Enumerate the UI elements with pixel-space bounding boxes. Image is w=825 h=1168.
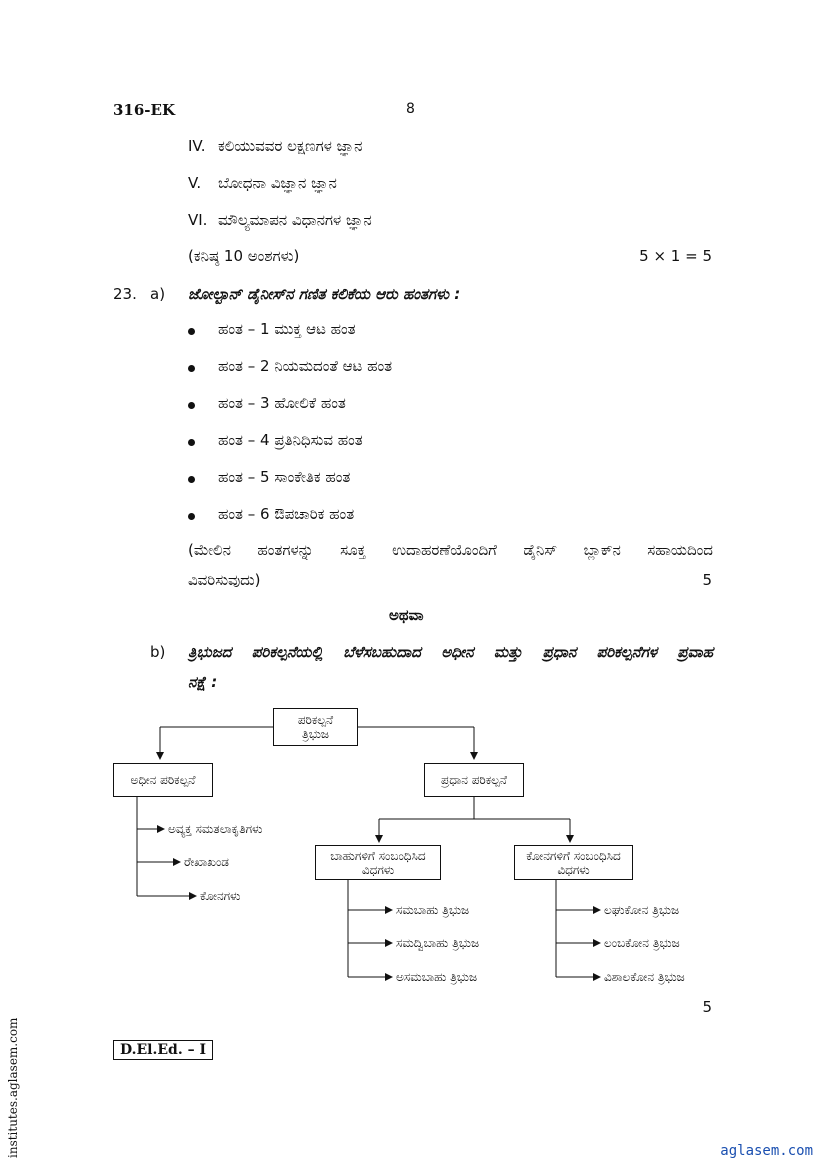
item-v-text: ಬೋಧನಾ ವಿಜ್ಞಾನ ಜ್ಞಾನ bbox=[218, 174, 337, 192]
min-points-note: (ಕನಿಷ್ಠ 10 ಅಂಶಗಳು) bbox=[188, 247, 300, 265]
sides-item-scalene: ಅಸಮಬಾಹು ತ್ರಿಭುಜ bbox=[396, 970, 478, 984]
stage-1: ಹಂತ – 1 ಮುಕ್ತ ಆಟ ಹಂತ bbox=[218, 320, 356, 338]
sides-item-equilateral: ಸಮಬಾಹು ತ್ರಿಭುಜ bbox=[396, 903, 470, 917]
marks-part-b: 5 bbox=[702, 998, 712, 1016]
part-a-label: a) bbox=[150, 285, 166, 303]
explain-line-2: ವಿವರಿಸುವುದು) bbox=[188, 571, 261, 589]
item-vi-text: ಮೌಲ್ಯಮಾಪನ ವಿಧಾನಗಳ ಜ್ಞಾನ bbox=[218, 211, 372, 229]
part-b-label: b) bbox=[150, 643, 166, 661]
item-iv-numeral: IV. bbox=[188, 137, 206, 155]
root-line-2: ತ್ರಿಭುಜ bbox=[302, 727, 329, 741]
sub-item-angles: ಕೋನಗಳು bbox=[200, 889, 241, 903]
sides-line-1: ಬಾಹುಗಳಿಗೆ ಸಂಬಂಧಿಸಿದ bbox=[330, 848, 426, 863]
angles-item-obtuse: ವಿಶಾಲಕೋನ ತ್ರಿಭುಜ bbox=[604, 970, 685, 984]
stage-3: ಹಂತ – 3 ಹೋಲಿಕೆ ಹಂತ bbox=[218, 394, 346, 412]
principal-concept-box bbox=[424, 763, 524, 797]
root-concept-box bbox=[273, 708, 358, 746]
stage-6: ಹಂತ – 6 ಔಪಚಾರಿಕ ಹಂತ bbox=[218, 505, 355, 523]
marks-part-a: 5 bbox=[702, 571, 712, 589]
angles-item-acute: ಲಘುಕೋನ ತ್ರಿಭುಜ bbox=[604, 903, 680, 917]
item-vi-numeral: VI. bbox=[188, 211, 208, 229]
angles-item-right: ಲಂಬಕೋನ ತ್ರಿಭುಜ bbox=[604, 936, 680, 950]
sides-line-2: ವಿಧಗಳು bbox=[361, 862, 395, 877]
question-number: 23. bbox=[113, 285, 137, 303]
angles-line-1: ಕೋನಗಳಿಗೆ ಸಂಬಂಧಿಸಿದ bbox=[526, 848, 621, 863]
principal-label: ಪ್ರಧಾನ ಪರಿಕಲ್ಪನೆ bbox=[441, 773, 507, 787]
part-b-line-1: ತ್ರಿಭುಜದ ಪರಿಕಲ್ಪನೆಯಲ್ಲಿ ಬೆಳೆಸಬಹುದಾದ ಅಧೀನ ಮತ್ತು ಪ್ರಧಾನ ಪರಿಕಲ್ಪನೆಗಳ ಪ್ರವಾಹ bbox=[188, 643, 713, 661]
subordinate-concept-box bbox=[113, 763, 213, 797]
or-label: ಅಥವಾ bbox=[389, 606, 424, 624]
part-b-line-2: ನಕ್ಷೆ : bbox=[188, 673, 218, 691]
root-line-1: ಪರಿಕಲ್ಪನೆ bbox=[297, 713, 334, 727]
site-watermark: aglasem.com bbox=[720, 1143, 813, 1159]
subordinate-label: ಅಧೀನ ಪರಿಕಲ್ಪನೆ bbox=[130, 773, 196, 787]
sides-types-box bbox=[315, 845, 441, 880]
stage-4: ಹಂತ – 4 ಪ್ರತಿನಿಧಿಸುವ ಹಂತ bbox=[218, 431, 363, 449]
sides-item-isosceles: ಸಮದ್ವಿಬಾಹು ತ್ರಿಭುಜ bbox=[396, 936, 480, 950]
angles-types-box bbox=[514, 845, 633, 880]
stage-5: ಹಂತ – 5 ಸಾಂಕೇತಿಕ ಹಂತ bbox=[218, 468, 351, 486]
page-number: 8 bbox=[406, 101, 415, 117]
sub-item-segment: ರೇಖಾಖಂಡ bbox=[184, 855, 229, 869]
item-iv-text: ಕಲಿಯುವವರ ಲಕ್ಷಣಗಳ ಜ್ಞಾನ bbox=[218, 137, 363, 155]
course-code: D.El.Ed. – I bbox=[113, 1040, 213, 1060]
explain-line-1: (ಮೇಲಿನ ಹಂತಗಳನ್ನು ಸೂಕ್ತ ಉದಾಹರಣೆಯೊಂದಿಗೆ ಡೈನಿಸ್ ಬ್ಲಾಕ್‌ನ ಸಹಾಯದಿಂದ bbox=[188, 541, 713, 559]
marks-calculation: 5 × 1 = 5 bbox=[639, 247, 712, 265]
angles-line-2: ವಿಧಗಳು bbox=[557, 862, 590, 877]
stage-2: ಹಂತ – 2 ನಿಯಮದಂತೆ ಆಟ ಹಂತ bbox=[218, 357, 393, 375]
part-a-title: ಜೋಲ್ಟಾನ್ ಡೈನೀಸ್‌ನ ಗಣಿತ ಕಲಿಕೆಯ ಆರು ಹಂತಗಳು : bbox=[188, 285, 461, 303]
side-watermark: institutes.aglasem.com bbox=[6, 1017, 20, 1158]
sub-item-planes: ಅವ್ಯಕ್ತ ಸಮತಲಾಕೃತಿಗಳು bbox=[168, 822, 263, 836]
paper-code: 316-EK bbox=[113, 101, 176, 119]
item-v-numeral: V. bbox=[188, 174, 202, 192]
